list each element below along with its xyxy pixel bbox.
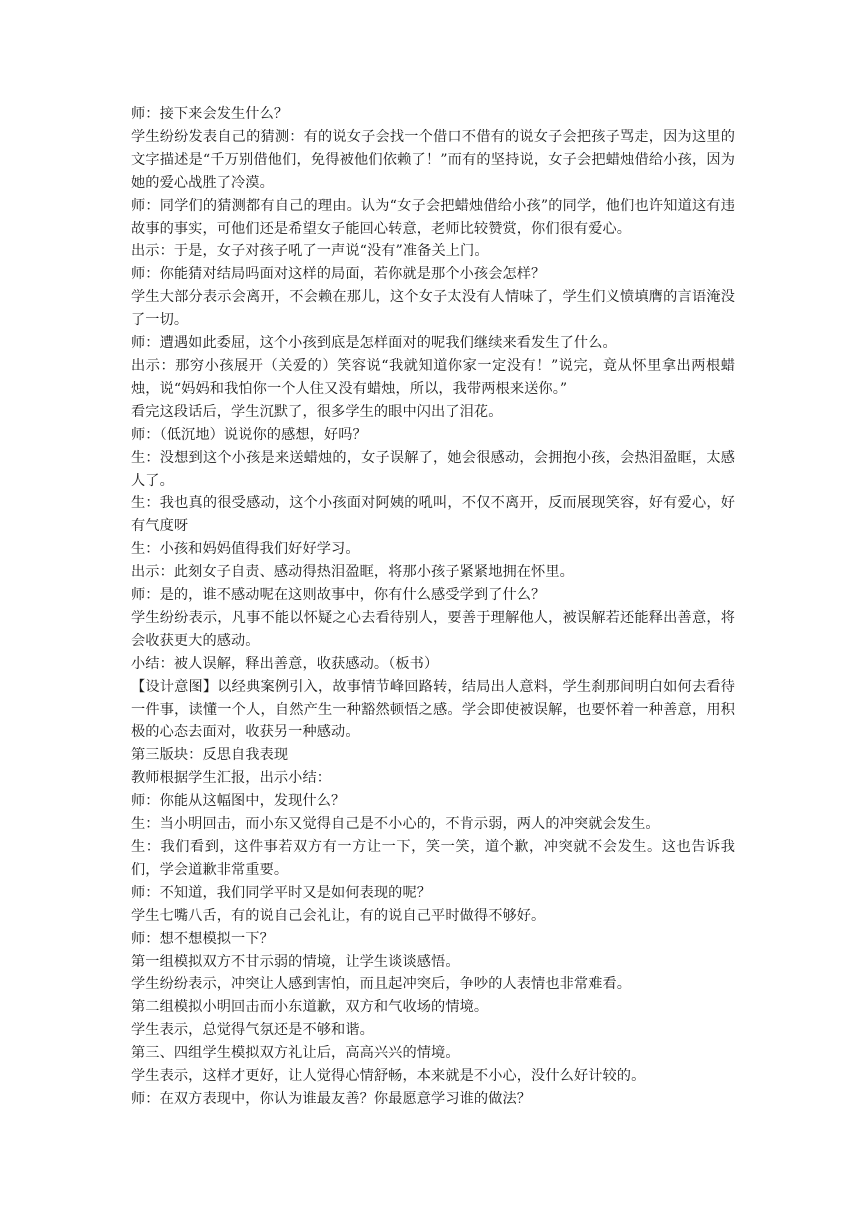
paragraph-show-candles: 出示：那穷小孩展开（关爱的）笑容说“我就知道你家一定没有！”说完，竟从怀里拿出两根蜡烛，说“妈妈和我怕你一个人住又没有蜡烛，所以，我带两根来送你。” xyxy=(131,357,735,397)
paragraph-students-leave: 学生大部分表示会离开，不会赖在那儿，这个女子太没有人情味了，学生们义愤填膺的言语淹没了一切。 xyxy=(131,289,735,329)
paragraph-group-two-response: 学生表示，总觉得气氛还是不够和谐。 xyxy=(131,1022,374,1039)
paragraph-student-conflict: 生：当小明回击，而小东又觉得自己是不小心的，不肯示弱，两人的冲突就会发生。 xyxy=(131,816,660,833)
paragraph-show-woman-shouts: 出示：于是，女子对孩子吼了一声说“没有”准备关上门。 xyxy=(131,243,489,260)
paragraph-teacher-picture: 师：你能从这幅图中，发现什么？ xyxy=(131,793,346,810)
paragraph-summary: 小结：被人误解，释出善意，收获感动。（板书） xyxy=(131,655,439,672)
document-body xyxy=(131,103,735,1111)
paragraph-section-three-heading: 第三版块：反思自我表现 xyxy=(131,747,289,764)
paragraph-student-reply-2: 生：我也真的很受感动，这个小孩面对阿姨的吼叫，不仅不离开，反而展现笑容，好有爱心，好有气度呀 xyxy=(131,495,735,535)
paragraph-teacher-what-learned: 师：是的，谁不感动呢在这则故事中，你有什么感受学到了什么？ xyxy=(131,587,546,604)
paragraph-student-reply-3: 生：小孩和妈妈值得我们好好学习。 xyxy=(131,541,360,558)
paragraph-teacher-question: 师：接下来会发生什么？ xyxy=(131,106,289,122)
paragraph-student-reply-1: 生：没想到这个小孩是来送蜡烛的，女子误解了，她会很感动，会拥抱小孩，会热泪盈眶，太感人了。 xyxy=(131,449,735,489)
paragraph-group-two: 第二组模拟小明回击而小东道歉，双方和气收场的情境。 xyxy=(131,999,489,1016)
paragraph-students-silent: 看完这段话后，学生沉默了，很多学生的眼中闪出了泪花。 xyxy=(131,403,503,420)
paragraph-group-one-response: 学生纷纷表示，冲突让人感到害怕，而且起冲突后，争吵的人表情也非常难看。 xyxy=(131,976,632,993)
paragraph-teacher-guess-ending: 师：你能猜对结局吗面对这样的局面，若你就是那个小孩会怎样？ xyxy=(131,266,546,283)
paragraph-show-embrace: 出示：此刻女子自责、感动得热泪盈眶，将那小孩子紧紧地拥在怀里。 xyxy=(131,564,574,581)
paragraph-groups-three-four-response: 学生表示，这样才更好，让人觉得心情舒畅，本来就是不小心，没什么好计较的。 xyxy=(131,1068,646,1085)
paragraph-students-express: 学生纷纷表示，凡事不能以怀疑之心去看待别人，要善于理解他人，被误解若还能释出善意，将会收获更大的感动。 xyxy=(131,609,735,649)
paragraph-students-chatter: 学生七嘴八舌，有的说自己会礼让，有的说自己平时做得不够好。 xyxy=(131,907,546,924)
paragraph-student-apology: 生：我们看到，这件事若双方有一方让一下，笑一笑，道个歉，冲突就不会发生。这也告诉我们，学会道歉非常重要。 xyxy=(131,839,735,878)
paragraph-teacher-feelings: 师：（低沉地）说说你的感想，好吗？ xyxy=(131,426,367,443)
paragraph-design-intent: 【设计意图】以经典案例引入，故事情节峰回路转，结局出人意料，学生刹那间明白如何去看待一件事，读懂一个人，自然产生一种豁然顿悟之感。学会即使被误解，也要怀着一种善意，用积极的心态去面对，收获另一种感动。 xyxy=(131,678,735,741)
paragraph-groups-three-four: 第三、四组学生模拟双方礼让后，高高兴兴的情境。 xyxy=(131,1045,460,1062)
paragraph-teacher-comment: 师：同学们的猜测都有自己的理由。认为“女子会把蜡烛借给小孩”的同学，他们也许知道这有违故事的事实，可他们还是希望女子能回心转意，老师比较赞赏，你们很有爱心。 xyxy=(131,197,735,237)
paragraph-teacher-final-question: 师：在双方表现中，你认为谁最友善？你最愿意学习谁的做法？ xyxy=(131,1090,532,1107)
paragraph-student-guesses: 学生纷纷发表自己的猜测：有的说女子会找一个借口不借有的说女子会把孩子骂走，因为这里的文字描述是“千万别借他们，免得被他们依赖了！”而有的坚持说，女子会把蜡烛借给小孩，因为她的爱心战胜了冷漠。 xyxy=(131,128,735,191)
paragraph-group-one: 第一组模拟双方不甘示弱的情境，让学生谈谈感悟。 xyxy=(131,953,460,970)
paragraph-teacher-simulate: 师：想不想模拟一下？ xyxy=(131,930,274,947)
paragraph-teacher-continue: 师：遭遇如此委屈，这个小孩到底是怎样面对的呢我们继续来看发生了什么。 xyxy=(131,335,617,352)
paragraph-teacher-behaviour: 师：不知道，我们同学平时又是如何表现的呢？ xyxy=(131,884,432,901)
paragraph-teacher-summary-intro: 教师根据学生汇报，出示小结： xyxy=(131,770,332,787)
